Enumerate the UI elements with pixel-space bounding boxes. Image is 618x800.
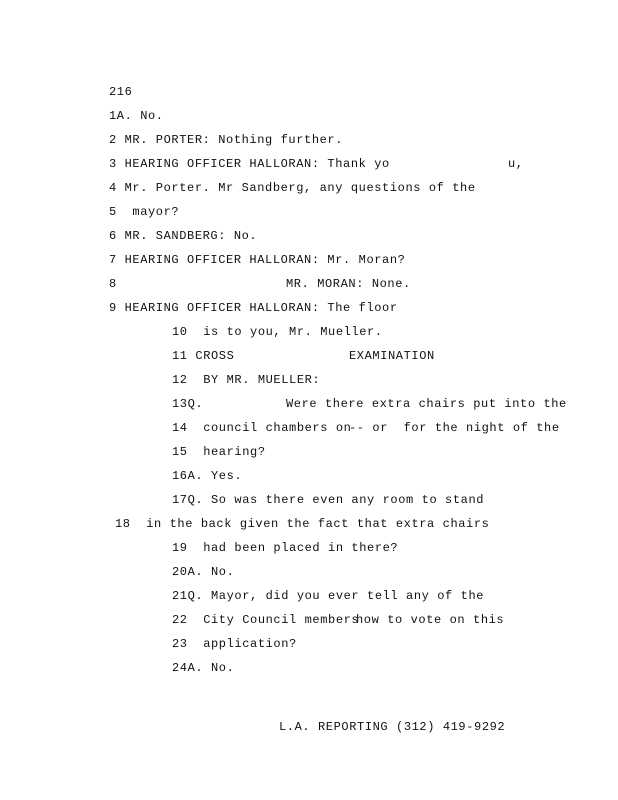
transcript-line-3-end: u, bbox=[508, 157, 524, 171]
transcript-line-17: 17Q. So was there even any room to stand bbox=[172, 493, 485, 507]
transcript-line-6: 6 MR. SANDBERG: No. bbox=[109, 229, 258, 243]
transcript-line-21: 21Q. Mayor, did you ever tell any of the bbox=[172, 589, 485, 603]
transcript-line-24: 24A. No. bbox=[172, 661, 235, 675]
transcript-line-15: 15 hearing? bbox=[172, 445, 266, 459]
transcript-line-7: 7 HEARING OFFICER HALLORAN: Mr. Moran? bbox=[109, 253, 406, 267]
transcript-line-3: 3 HEARING OFFICER HALLORAN: Thank yo bbox=[109, 157, 390, 171]
transcript-line-18: 18 in the back given the fact that extra chairs bbox=[115, 517, 490, 531]
transcript-line-14: 14 council chambers on bbox=[172, 421, 352, 435]
transcript-line-8-text: MR. MORAN: None. bbox=[286, 277, 411, 291]
transcript-line-5: 5 mayor? bbox=[109, 205, 180, 219]
transcript-line-1: 1A. No. bbox=[109, 109, 164, 123]
transcript-line-22: 22 City Council members bbox=[172, 613, 360, 627]
transcript-line-23: 23 application? bbox=[172, 637, 297, 651]
footer-reporter: L.A. REPORTING (312) 419-9292 bbox=[279, 720, 506, 734]
transcript-line-14-text: -- or for the night of the bbox=[349, 421, 560, 435]
transcript-line-16: 16A. Yes. bbox=[172, 469, 243, 483]
transcript-line-9: 9 HEARING OFFICER HALLORAN: The floor bbox=[109, 301, 398, 315]
transcript-line-12: 12 BY MR. MUELLER: bbox=[172, 373, 321, 387]
transcript-line-8: 8 bbox=[109, 277, 117, 291]
transcript-line-13-text: Were there extra chairs put into the bbox=[286, 397, 567, 411]
transcript-line-11-heading: EXAMINATION bbox=[349, 349, 435, 363]
transcript-line-2: 2 MR. PORTER: Nothing further. bbox=[109, 133, 344, 147]
transcript-line-20: 20A. No. bbox=[172, 565, 235, 579]
transcript-line-10: 10 is to you, Mr. Mueller. bbox=[172, 325, 383, 339]
transcript-line-22-text: how to vote on this bbox=[356, 613, 505, 627]
transcript-line-4: 4 Mr. Porter. Mr Sandberg, any questions of the bbox=[109, 181, 476, 195]
transcript-line-13: 13Q. bbox=[172, 397, 204, 411]
transcript-line-11: 11 CROSS bbox=[172, 349, 235, 363]
page-number: 216 bbox=[109, 85, 133, 99]
transcript-line-19: 19 had been placed in there? bbox=[172, 541, 399, 555]
